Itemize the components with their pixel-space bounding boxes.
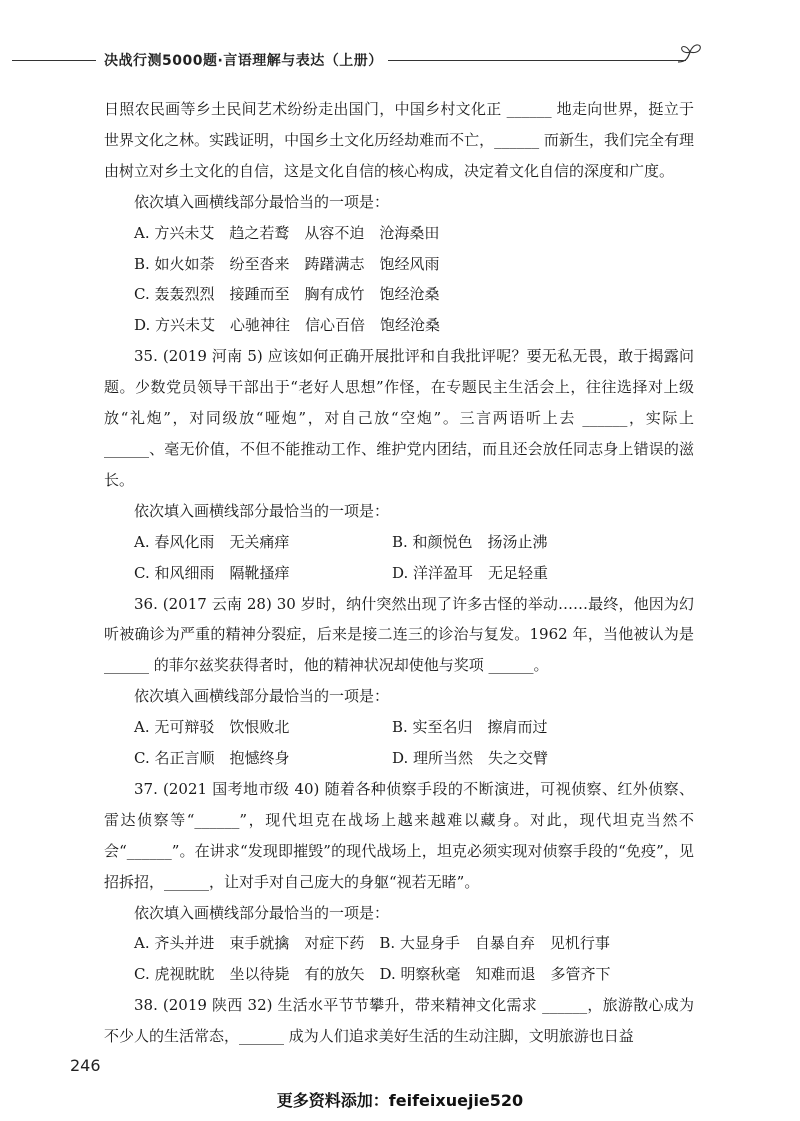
intro-option-c: C. 轰轰烈烈 接踵而至 胸有成竹 饱经沧桑	[134, 285, 440, 304]
question-35-options-row-1	[104, 527, 694, 558]
page-number: 246	[70, 1056, 101, 1075]
question-35-option-a: A. 春风化雨 无关痛痒	[134, 532, 290, 551]
question-35-instruction: 依次填入画横线部分最恰当的一项是：	[134, 501, 390, 520]
question-36-instruction: 依次填入画横线部分最恰当的一项是：	[134, 687, 390, 706]
book-title: 决战行测5000题·言语理解与表达（上册）	[104, 53, 383, 69]
running-header	[0, 40, 800, 80]
header-rule-right	[388, 60, 686, 61]
question-36: 36. (2017 云南 28) 30 岁时，纳什突然出现了许多古怪的举动……最终，他因为幻听被确诊为严重的精神分裂症，后来是接二连三的诊治与复发。1962 年，当他被认为是 ______ 的菲尔兹奖获得者时，他的精神状况却使他与奖项 ______。	[104, 594, 694, 675]
page-body	[104, 94, 694, 1052]
intro-passage: 日照农民画等乡土民间艺术纷纷走出国门，中国乡村文化正 ______ 地走向世界，挺立于世界文化之林。实践证明，中国乡土文化历经劫难而不亡，______ 而新生，我们完全有理由树立对乡土文化的自信，这是文化自信的核心构成，决定着文化自信的深度和广度。	[104, 100, 694, 180]
question-36-options-row-2	[104, 743, 694, 774]
question-37-options-cd: C. 虎视眈眈 坐以待毙 有的放矢 D. 明察秋毫 知难而退 多管齐下	[134, 965, 611, 984]
question-36-option-b: B. 实至名归 擦肩而过	[392, 718, 548, 737]
question-35-option-b: B. 和颜悦色 扬汤止沸	[392, 532, 548, 551]
question-35-option-d: D. 洋洋盈耳 无足轻重	[392, 563, 549, 582]
header-rule-left	[12, 60, 96, 61]
intro-option-b: B. 如火如荼 纷至沓来 踌躇满志 饱经风雨	[134, 254, 440, 273]
sprout-icon	[676, 40, 706, 64]
question-38: 38. (2019 陕西 32) 生活水平节节攀升，带来精神文化需求 ______，旅游散心成为不少人的生活常态，______ 成为人们追求美好生活的生动注脚，文明旅游也日益	[104, 996, 694, 1046]
question-37-options-ab: A. 齐头并进 束手就擒 对症下药 B. 大显身手 自暴自弃 见机行事	[134, 934, 610, 953]
footer-note: 更多资料添加：feifeixuejie520	[276, 1091, 524, 1110]
intro-option-d: D. 方兴未艾 心驰神往 信心百倍 饱经沧桑	[134, 316, 441, 335]
question-36-option-d: D. 理所当然 失之交臂	[392, 749, 549, 768]
question-36-option-a: A. 无可辩驳 饮恨败北	[134, 718, 290, 737]
question-35-options-row-2	[104, 558, 694, 589]
question-35: 35. (2019 河南 5) 应该如何正确开展批评和自我批评呢？要无私无畏，敢于揭露问题。少数党员领导干部出于“老好人思想”作怪，在专题民主生活会上，往往选择对上级放“礼炮”，对同级放“哑炮”，对自己放“空炮”。三言两语听上去 ______，实际上 ______、毫无价值，不但不能推动工作、维护党内团结，而且还会放任同志身上错误的滋长。	[104, 347, 694, 489]
question-37-instruction: 依次填入画横线部分最恰当的一项是：	[134, 903, 390, 922]
intro-option-a: A. 方兴未艾 趋之若鹜 从容不迫 沧海桑田	[134, 223, 440, 242]
question-37: 37. (2021 国考地市级 40) 随着各种侦察手段的不断演进，可视侦察、红外侦察、雷达侦察等“______”，现代坦克在战场上越来越难以藏身。对此，现代坦克当然不会“______”。在讲求“发现即摧毁”的现代战场上，坦克必须实现对侦察手段的“免疫”，见招拆招，______，让对手对自己庞大的身躯“视若无睹”。	[104, 779, 694, 891]
question-35-option-c: C. 和风细雨 隔靴搔痒	[134, 563, 290, 582]
question-36-options-row-1	[104, 712, 694, 743]
intro-instruction: 依次填入画横线部分最恰当的一项是：	[134, 192, 390, 211]
question-36-option-c: C. 名正言顺 抱憾终身	[134, 749, 290, 768]
